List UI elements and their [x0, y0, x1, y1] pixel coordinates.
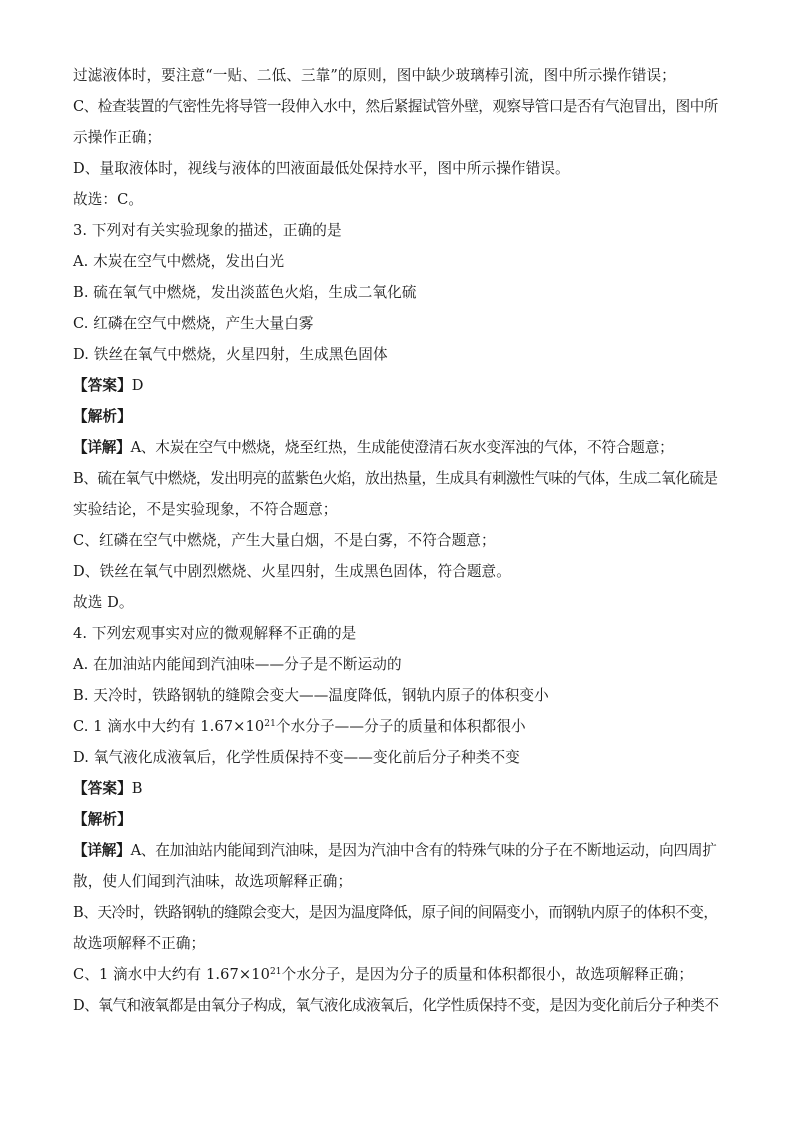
- q4-detail-c-pre: C、1 滴水中大约有 1.67×10: [73, 966, 270, 983]
- q3-answer: D: [131, 377, 144, 394]
- q4-detail-c-exponent: 21: [269, 967, 282, 977]
- q3-detail-b: B、硫在氧气中燃烧，发出明亮的蓝紫色火焰，放出热量，生成具有刺激性气味的气体，生成二氧化硫是: [73, 470, 718, 487]
- q4-answer: B: [131, 780, 143, 797]
- q4-detail-c-post: 个水分子，是因为分子的质量和体积都很小，故选项解释正确；: [281, 966, 694, 983]
- q3-detail-d: D、铁丝在氧气中剧烈燃烧、火星四射，生成黑色固体，符合题意。: [73, 563, 511, 580]
- q2-explanation-c-cont: 示操作正确；: [73, 129, 162, 146]
- q4-option-c-post: 个水分子——分子的质量和体积都很小: [275, 718, 526, 735]
- q4-detail-b-cont: 故选项解释不正确；: [73, 935, 206, 952]
- q2-answer: 故选：C。: [73, 191, 144, 208]
- q2-explanation-filtration: 过滤液体时，要注意“一贴、二低、三靠”的原则，图中缺少玻璃棒引流，图中所示操作错误；: [73, 67, 676, 84]
- q3-option-d: D. 铁丝在氧气中燃烧，火星四射，生成黑色固体: [73, 346, 388, 363]
- q4-option-c-exponent: 21: [264, 719, 276, 729]
- answer-tag: 【答案】: [73, 377, 132, 394]
- q3-conclusion: 故选 D。: [73, 594, 134, 611]
- document-page: [73, 60, 721, 1021]
- q3-answer-row: [73, 370, 721, 401]
- q3-stem: 3. 下列对有关实验现象的描述，正确的是: [73, 222, 342, 239]
- q4-detail-a-cont: 散，使人们闻到汽油味，故选项解释正确；: [73, 873, 353, 890]
- q4-stem: 4. 下列宏观事实对应的微观解释不正确的是: [73, 625, 357, 642]
- q4-option-b: B. 天冷时，铁路钢轨的缝隙会变大——温度降低，钢轨内原子的体积变小: [73, 687, 549, 704]
- q3-option-a: A. 木炭在空气中燃烧，发出白光: [73, 253, 285, 270]
- q3-detail-a-row: [73, 432, 721, 463]
- q3-option-b: B. 硫在氧气中燃烧，发出淡蓝色火焰，生成二氧化硫: [73, 284, 417, 301]
- q3-option-c: C. 红磷在空气中燃烧，产生大量白雾: [73, 315, 314, 332]
- analysis-tag: 【解析】: [73, 408, 132, 425]
- detail-tag: 【详解】: [73, 842, 131, 859]
- analysis-tag: 【解析】: [73, 811, 132, 828]
- q3-detail-c: C、红磷在空气中燃烧，产生大量白烟，不是白雾，不符合题意；: [73, 532, 496, 549]
- q4-option-d: D. 氧气液化成液氧后，化学性质保持不变——变化前后分子种类不变: [73, 749, 520, 766]
- q2-explanation-c: C、检查装置的气密性先将导管一段伸入水中，然后紧握试管外壁，观察导管口是否有气泡冒出，图中所: [73, 98, 718, 115]
- q3-detail-a: A、木炭在空气中燃烧，烧至红热，生成能使澄清石灰水变浑浊的气体，不符合题意；: [130, 439, 674, 456]
- q4-detail-a: A、在加油站内能闻到汽油味，是因为汽油中含有的特殊气味的分子在不断地运动，向四周扩: [130, 842, 717, 859]
- q4-detail-c: [73, 959, 721, 990]
- detail-tag: 【详解】: [73, 439, 131, 456]
- q4-option-c-pre: C. 1 滴水中大约有 1.67×10: [73, 718, 265, 735]
- q4-option-c: [73, 711, 721, 742]
- q4-analysis-row: [73, 804, 721, 835]
- answer-tag: 【答案】: [73, 780, 132, 797]
- q4-detail-a-row: [73, 835, 721, 866]
- q4-answer-row: [73, 773, 721, 804]
- q4-option-a: A. 在加油站内能闻到汽油味——分子是不断运动的: [73, 656, 402, 673]
- q4-detail-b: B、天冷时，铁路钢轨的缝隙会变大，是因为温度降低，原子间的间隔变小，而钢轨内原子的体积不变，: [73, 904, 718, 921]
- q3-detail-b-cont: 实验结论，不是实验现象，不符合题意；: [73, 501, 338, 518]
- q3-analysis-row: [73, 401, 721, 432]
- q4-detail-d: D、氧气和液氧都是由氧分子构成，氧气液化成液氧后，化学性质保持不变，是因为变化前后分子种类不: [73, 997, 719, 1014]
- q2-explanation-d: D、量取液体时，视线与液体的凹液面最低处保持水平，图中所示操作错误。: [73, 160, 570, 177]
